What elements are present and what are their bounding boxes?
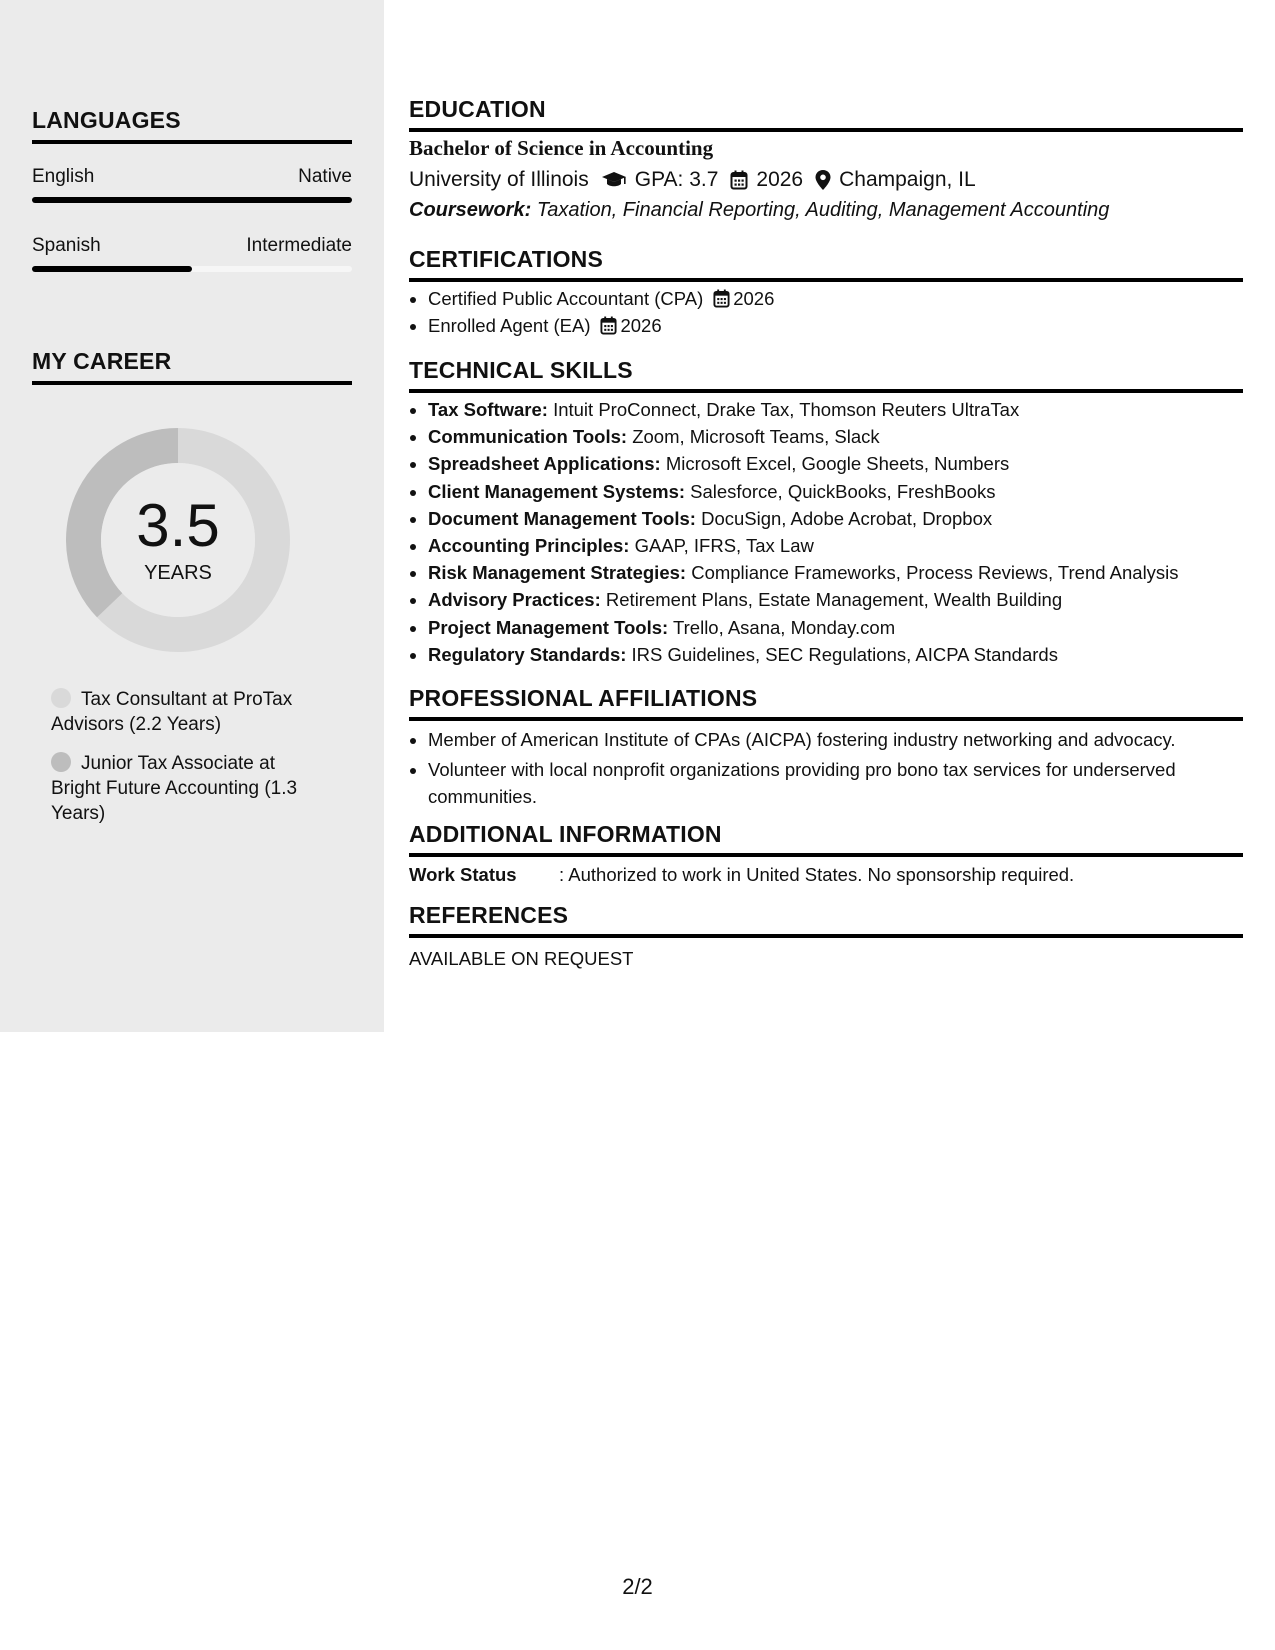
language-level-bar bbox=[32, 266, 352, 272]
skill-label: Tax Software: bbox=[428, 399, 548, 420]
calendar-icon bbox=[730, 170, 748, 190]
graduation-cap-icon bbox=[601, 171, 627, 189]
language-level-fill bbox=[32, 266, 192, 272]
cert-year: 2026 bbox=[733, 288, 775, 309]
sidebar bbox=[0, 0, 384, 1032]
career-legend-item bbox=[51, 751, 321, 826]
skill-label: Regulatory Standards: bbox=[428, 643, 627, 665]
page-number: 2/2 bbox=[622, 1574, 653, 1599]
skill-value: Intuit ProConnect, Drake Tax, Thomson Reuters UltraTax bbox=[553, 399, 1020, 420]
skill-label: Accounting Principles: bbox=[428, 535, 630, 557]
list-item bbox=[428, 586, 1179, 613]
language-name: English bbox=[32, 166, 95, 187]
language-level-bar bbox=[32, 197, 352, 203]
language-level-fill bbox=[32, 197, 352, 203]
skill-label: Risk Management Strategies: bbox=[428, 562, 687, 584]
skill-label: Spreadsheet Applications: bbox=[428, 453, 661, 475]
education-heading: EDUCATION bbox=[409, 96, 1243, 132]
coursework-label: Coursework: bbox=[409, 199, 532, 221]
skill-value: GAAP, IFRS, Tax Law bbox=[634, 535, 814, 557]
calendar-icon bbox=[713, 289, 730, 308]
work-status-label: Work Status bbox=[409, 864, 517, 885]
skill-label: Advisory Practices: bbox=[428, 589, 601, 611]
skill-value: Salesforce, QuickBooks, FreshBooks bbox=[690, 480, 996, 502]
list-item bbox=[428, 532, 1179, 559]
language-level: Native bbox=[298, 166, 352, 187]
skills-list bbox=[409, 396, 1179, 668]
school-name: University of Illinois bbox=[409, 168, 589, 191]
references-text: AVAILABLE ON REQUEST bbox=[409, 948, 634, 969]
legend-dot-icon bbox=[51, 688, 71, 708]
skill-value: Trello, Asana, Monday.com bbox=[673, 616, 896, 638]
degree-title: Bachelor of Science in Accounting bbox=[409, 136, 714, 160]
coursework bbox=[409, 199, 1109, 222]
skill-value: Retirement Plans, Estate Management, Wealth Building bbox=[605, 589, 1063, 611]
cert-name: Certified Public Accountant (CPA) bbox=[428, 288, 704, 309]
skill-value: DocuSign, Adobe Acrobat, Dropbox bbox=[701, 507, 993, 529]
list-item bbox=[428, 450, 1179, 477]
list-item: • Volunteer with local nonprofit organizations providing pro bono tax services for underserved communities. bbox=[428, 756, 1228, 810]
language-level: Intermediate bbox=[246, 235, 352, 256]
career-heading: MY CAREER bbox=[32, 348, 352, 385]
skill-value: Zoom, Microsoft Teams, Slack bbox=[632, 426, 880, 448]
list-item bbox=[428, 641, 1179, 668]
career-item-label: Junior Tax Associate at Bright Future Accounting (1.3 Years) bbox=[51, 753, 298, 824]
affiliations-heading: PROFESSIONAL AFFILIATIONS bbox=[409, 685, 1243, 721]
list-item bbox=[428, 559, 1179, 586]
language-name: Spanish bbox=[32, 235, 101, 256]
affiliations-list bbox=[409, 726, 1228, 814]
graduation-year: 2026 bbox=[756, 168, 804, 191]
language-row-spanish bbox=[32, 235, 352, 257]
gpa: GPA: 3.7 bbox=[634, 168, 719, 191]
skill-label: Communication Tools: bbox=[428, 426, 628, 448]
skill-value: Compliance Frameworks, Process Reviews, Trend Analysis bbox=[691, 562, 1179, 584]
list-item bbox=[428, 505, 1179, 532]
languages-heading: LANGUAGES bbox=[32, 107, 352, 144]
education-meta bbox=[409, 168, 976, 192]
list-item bbox=[428, 396, 1179, 423]
skill-value: IRS Guidelines, SEC Regulations, AICPA Standards bbox=[631, 643, 1058, 665]
skill-label: Document Management Tools: bbox=[428, 507, 696, 529]
work-status-value: : Authorized to work in United States. No sponsorship required. bbox=[559, 864, 1075, 885]
additional-info-heading: ADDITIONAL INFORMATION bbox=[409, 821, 1243, 857]
list-item bbox=[428, 614, 1179, 641]
career-item-label: Tax Consultant at ProTax Advisors (2.2 Years) bbox=[51, 689, 293, 735]
skill-value: Microsoft Excel, Google Sheets, Numbers bbox=[665, 453, 1010, 475]
language-row-english bbox=[32, 166, 352, 188]
references-heading: REFERENCES bbox=[409, 902, 1243, 938]
certifications-heading: CERTIFICATIONS bbox=[409, 246, 1243, 282]
school-location: Champaign, IL bbox=[839, 168, 976, 191]
career-total-unit: YEARS bbox=[144, 562, 212, 584]
career-total-years: 3.5 bbox=[136, 492, 220, 559]
legend-dot-icon bbox=[51, 752, 71, 772]
certifications-list bbox=[409, 285, 774, 339]
calendar-icon bbox=[600, 316, 617, 335]
career-legend-item bbox=[51, 687, 321, 737]
skill-label: Project Management Tools: bbox=[428, 616, 669, 638]
list-item bbox=[428, 423, 1179, 450]
list-item bbox=[428, 285, 774, 312]
coursework-list: Taxation, Financial Reporting, Auditing, Management Accounting bbox=[536, 199, 1110, 221]
work-status-row bbox=[409, 864, 1074, 886]
cert-year: 2026 bbox=[620, 315, 662, 337]
cert-name: Enrolled Agent (EA) bbox=[428, 315, 591, 337]
list-item bbox=[428, 478, 1179, 505]
skill-label: Client Management Systems: bbox=[428, 480, 686, 502]
location-pin-icon bbox=[815, 170, 831, 190]
career-donut-chart bbox=[66, 428, 290, 652]
technical-skills-heading: TECHNICAL SKILLS bbox=[409, 357, 1243, 393]
list-item bbox=[428, 312, 774, 339]
list-item: • Member of American Institute of CPAs (AICPA) fostering industry networking and advocacy. bbox=[428, 726, 1228, 753]
